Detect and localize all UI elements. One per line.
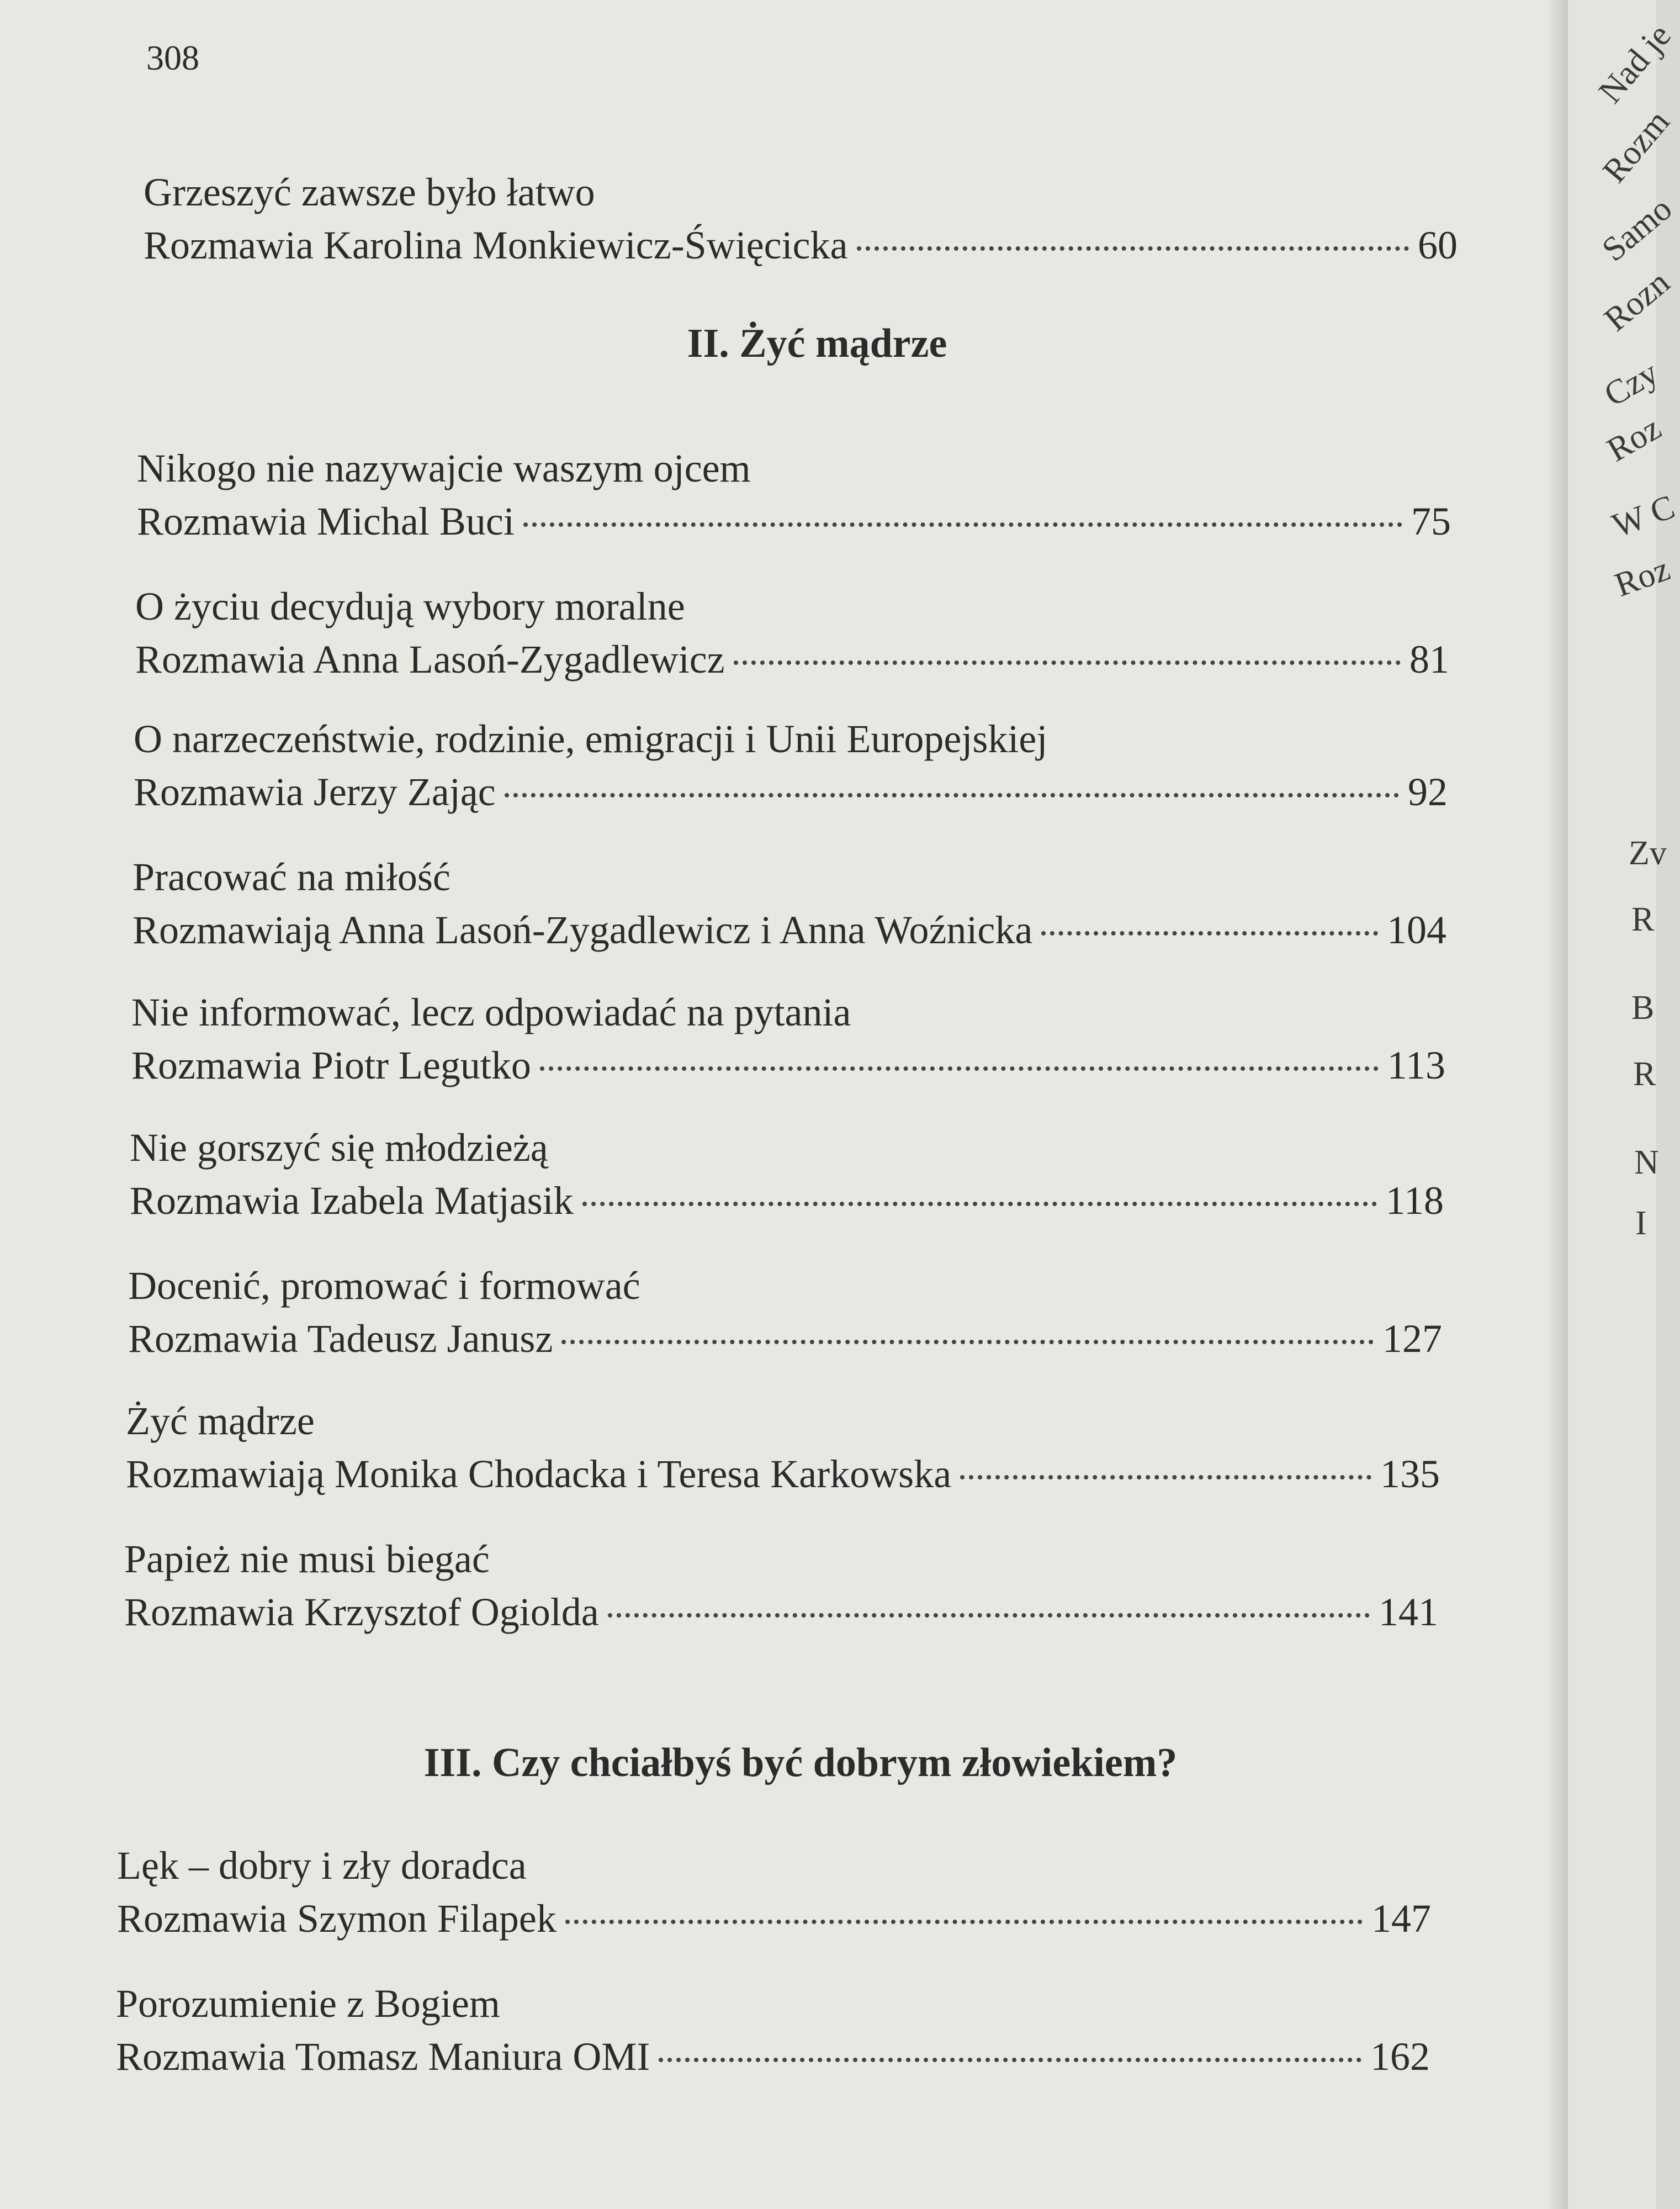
facing-text: Samo	[1595, 189, 1679, 269]
facing-text: Rozn	[1597, 263, 1677, 339]
entry-page: 81	[1409, 637, 1449, 681]
entry-page: 127	[1382, 1317, 1442, 1361]
entry-line	[144, 219, 1458, 272]
dot-leader	[565, 1920, 1363, 1924]
entry-title: Docenić, promować i formować	[128, 1264, 640, 1308]
book-gutter	[1546, 0, 1568, 2209]
dot-leader	[561, 1340, 1374, 1344]
toc-entry	[126, 1394, 1440, 1500]
facing-page-fragment	[1568, 0, 1680, 2209]
entry-line	[124, 1586, 1438, 1639]
entry-title: Grzeszyć zawsze było łatwo	[144, 170, 595, 214]
facing-text: I	[1635, 1204, 1647, 1242]
dot-leader	[582, 1202, 1377, 1206]
toc-entry	[131, 986, 1445, 1092]
entry-line	[137, 495, 1451, 548]
entry-page: 141	[1379, 1590, 1438, 1634]
dot-leader	[734, 660, 1401, 665]
dot-leader	[960, 1475, 1371, 1479]
facing-text: W C	[1607, 488, 1680, 545]
dot-leader	[608, 1613, 1370, 1618]
entry-author: Rozmawiają Anna Lasoń-Zygadlewicz i Anna Woźnicka	[133, 908, 1033, 952]
toc-entry	[116, 1977, 1430, 2083]
entry-title: Żyć mądrze	[126, 1399, 315, 1443]
entry-title: O życiu decydują wybory moralne	[135, 584, 685, 628]
section-heading: III. Czy chciałbyś być dobrym złowiekiem?	[423, 1740, 1178, 1785]
toc-entry	[135, 580, 1449, 686]
entry-author: Rozmawia Michal Buci	[137, 499, 515, 543]
entry-title: Porozumienie z Bogiem	[116, 1981, 500, 2026]
entry-line	[117, 1892, 1431, 1945]
dot-leader	[659, 2058, 1361, 2062]
facing-text: Czy	[1598, 353, 1665, 414]
page-number: 308	[146, 38, 199, 77]
entry-page: 162	[1370, 2034, 1430, 2079]
entry-author: Rozmawia Szymon Filapek	[117, 1896, 557, 1941]
section-heading: II. Żyć mądrze	[687, 321, 947, 366]
entry-author: Rozmawia Karolina Monkiewicz-Święcicka	[144, 223, 848, 267]
dot-leader	[857, 246, 1409, 251]
toc-entry	[137, 442, 1451, 548]
entry-author: Rozmawia Izabela Matjasik	[130, 1179, 574, 1223]
facing-text: R	[1633, 1055, 1656, 1093]
entry-page: 147	[1371, 1896, 1431, 1941]
entry-line	[133, 903, 1446, 956]
entry-line	[116, 2030, 1430, 2083]
toc-entry	[133, 850, 1446, 956]
entry-line	[134, 765, 1448, 818]
dot-leader	[523, 522, 1402, 527]
dot-leader	[505, 793, 1399, 797]
facing-text: N	[1634, 1144, 1659, 1181]
entry-line	[130, 1174, 1444, 1227]
entry-title: Pracować na miłość	[133, 855, 451, 899]
facing-text: Nad je	[1591, 17, 1678, 110]
entry-title: Nikogo nie nazywajcie waszym ojcem	[137, 446, 751, 490]
entry-page: 113	[1387, 1043, 1445, 1087]
entry-title: O narzeczeństwie, rodzinie, emigracji i Unii Europejskiej	[134, 717, 1048, 761]
entry-title: Nie informować, lecz odpowiadać na pytania	[131, 990, 851, 1034]
facing-text: R	[1631, 901, 1655, 938]
entry-title: Lęk – dobry i zły doradca	[117, 1843, 527, 1888]
entry-author: Rozmawia Tadeusz Janusz	[128, 1317, 553, 1361]
entry-author: Rozmawia Anna Lasoń-Zygadlewicz	[135, 637, 725, 681]
entry-author: Rozmawia Tomasz Maniura OMI	[116, 2034, 650, 2079]
dot-leader	[1041, 931, 1378, 936]
entry-author: Rozmawia Krzysztof Ogiolda	[124, 1590, 599, 1634]
entry-line	[131, 1039, 1445, 1092]
toc-entry	[117, 1839, 1431, 1945]
toc-entry	[130, 1121, 1444, 1227]
entry-page: 75	[1411, 499, 1451, 543]
entry-page: 60	[1418, 223, 1458, 267]
entry-author: Rozmawiają Monika Chodacka i Teresa Karkowska	[126, 1452, 952, 1496]
entry-page: 135	[1380, 1452, 1440, 1496]
facing-text: Roz	[1610, 550, 1675, 605]
entry-title: Papież nie musi biegać	[124, 1537, 490, 1581]
entry-line	[126, 1447, 1440, 1500]
entry-line	[128, 1312, 1442, 1365]
entry-author: Rozmawia Piotr Legutko	[131, 1043, 531, 1087]
toc-entry	[134, 712, 1448, 818]
entry-page: 118	[1385, 1179, 1444, 1223]
toc-entry	[128, 1259, 1442, 1365]
entry-page: 104	[1387, 908, 1446, 952]
facing-text: Rozm	[1596, 103, 1677, 190]
facing-text: Roz	[1600, 409, 1667, 469]
entry-page: 92	[1408, 770, 1448, 814]
facing-text: B	[1631, 989, 1655, 1027]
dot-leader	[540, 1066, 1379, 1071]
entry-author: Rozmawia Jerzy Zając	[134, 770, 496, 814]
entry-line	[135, 633, 1449, 686]
toc-entry	[124, 1532, 1438, 1639]
toc-entry	[144, 166, 1458, 272]
entry-title: Nie gorszyć się młodzieżą	[130, 1125, 548, 1170]
facing-text: Zv	[1629, 834, 1667, 872]
